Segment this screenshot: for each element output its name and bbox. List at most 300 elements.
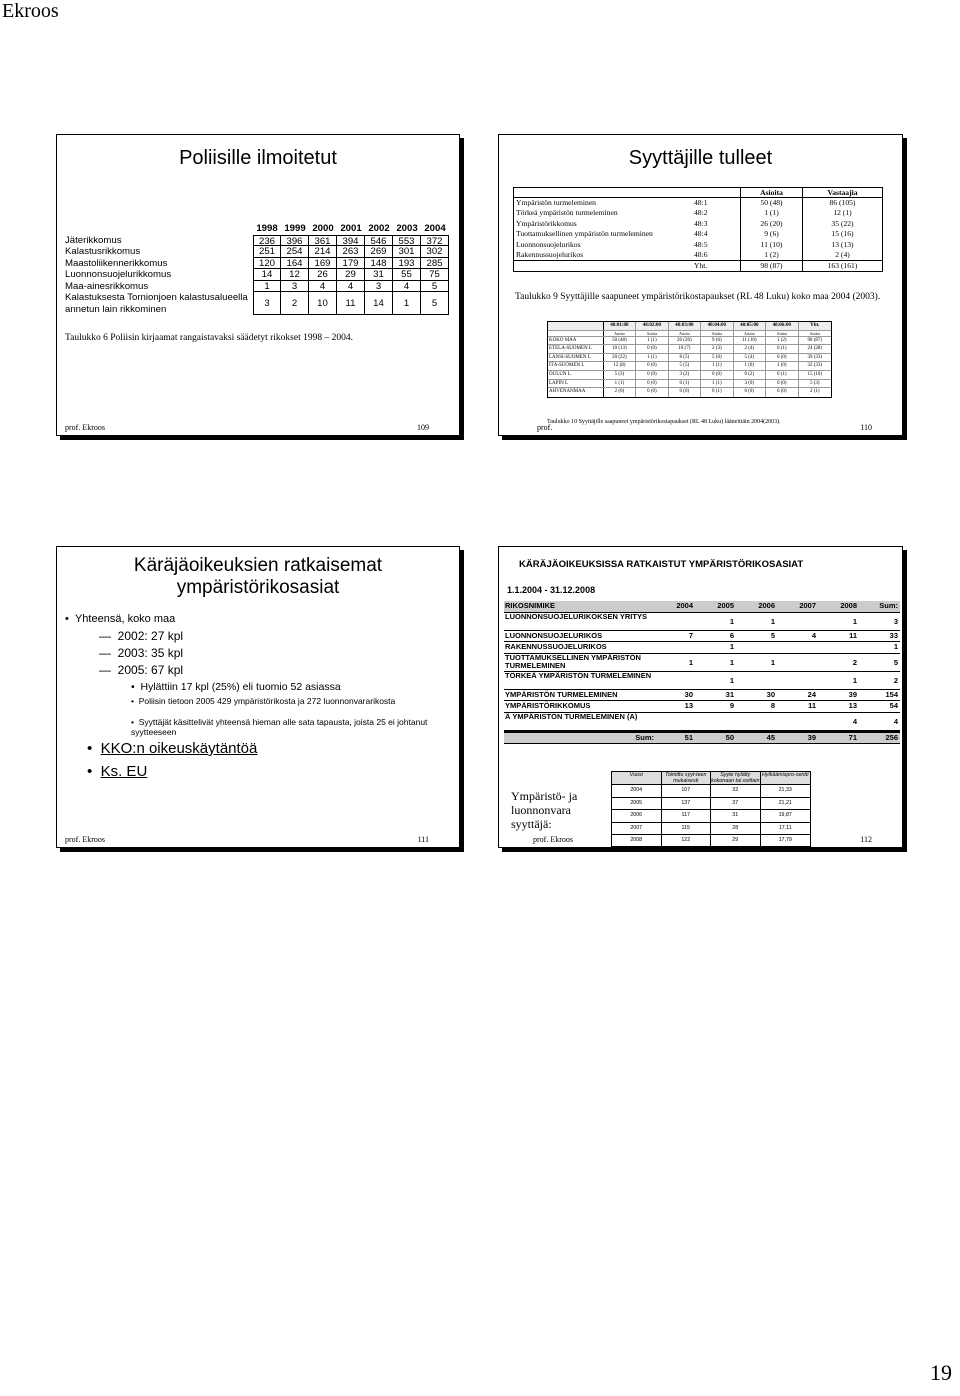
row-label: ETELÄ-SUOMEN L [548, 345, 604, 353]
table-cell: 4 [337, 281, 365, 293]
table-cell: 396 [281, 235, 309, 247]
table-row [504, 701, 900, 713]
offense-name: Ympäristön turmeleminen [516, 198, 596, 207]
table-cell [777, 642, 818, 653]
table-row [548, 371, 831, 380]
region-table [547, 321, 832, 398]
table-cell: 20 (22) [604, 354, 636, 362]
bullet-level1: • KKO:n oikeuskäytäntöä [87, 740, 258, 757]
table-cell: 8 (5) [669, 354, 701, 362]
table-row [548, 362, 831, 371]
asioita-cell: 9 (6) [740, 229, 802, 239]
table-cell: 0 (0) [766, 380, 798, 388]
asioita-cell: 1 (1) [740, 208, 802, 218]
table-cell: Asioita [604, 331, 636, 336]
table-row [548, 388, 831, 397]
table-row [514, 198, 882, 208]
vastaajia-cell: 163 (161) [802, 261, 882, 270]
table-cell: 5 (3) [604, 371, 636, 379]
table-cell [777, 672, 818, 689]
table-cell: 1 (1) [701, 362, 733, 370]
table-cell: 2004 [612, 785, 662, 796]
table-header-row [612, 772, 810, 785]
table-cell: 5 (5) [669, 362, 701, 370]
table-cell: 1 (0) [734, 362, 766, 370]
column-header: Hylkäämispro-sentti [761, 772, 811, 784]
table-cell: 0 (0) [701, 371, 733, 379]
table-cell [695, 713, 736, 730]
table-cell: 0 (0) [636, 345, 668, 353]
row-label [548, 322, 604, 330]
table-cell: 2 [281, 292, 309, 315]
table-cell: 1 [688, 657, 693, 667]
court-table [504, 601, 900, 744]
table-cell: 8 [770, 701, 775, 711]
table-cell: Yht. [810, 323, 820, 328]
table-cell: 0 (1) [766, 345, 798, 353]
table-row [65, 269, 449, 281]
table-cell: 2006 [758, 601, 775, 610]
table-cell: 19,87 [778, 812, 792, 819]
slide-number: 109 [417, 423, 429, 432]
footer-author: prof. Ekroos [65, 835, 105, 844]
footer-author: prof. [537, 423, 553, 432]
table-cell: 3 (2) [669, 371, 701, 379]
bullet-level3: • Poliisin tietoon 2005 429 ympäristörikosta ja 272 luonnonvararikosta [131, 696, 396, 706]
offense-table [65, 223, 449, 315]
vastaajia-cell: 12 (1) [802, 208, 882, 218]
table-cell: 2 (1) [809, 389, 820, 395]
table-cell: 37 [711, 798, 761, 809]
table-cell: 3 [893, 616, 898, 626]
law-section: 48:4 [694, 229, 708, 239]
table-cell: 263 [337, 246, 365, 258]
table-cell [654, 672, 695, 689]
table-cell: 14 [253, 269, 281, 281]
year-header: 2000 [309, 223, 337, 235]
vastaajia-cell: 2 (4) [802, 250, 882, 260]
table-cell: Asioita [809, 331, 820, 336]
row-cells [253, 292, 449, 315]
law-section: 48:1 [694, 198, 708, 207]
table-cell: 30 [684, 689, 693, 699]
col-asioita: Asioita [740, 188, 802, 197]
table-cell: 154 [885, 689, 898, 699]
law-section: 48:5 [694, 239, 708, 249]
row-label: OULUN L [548, 371, 604, 379]
table-cell: 0 (0) [766, 388, 798, 397]
table-cell: 1 [852, 675, 857, 685]
table-cell: 285 [421, 258, 449, 270]
table-cell [736, 672, 777, 689]
offense-name: YMPÄRISTÖRIKKOMUS [505, 701, 591, 711]
column-header: Vuosi [612, 772, 662, 784]
side-label: Ympäristö- ja luonnonvara syyttäjä: [511, 789, 578, 831]
table-cell: 0 (0) [636, 388, 668, 397]
table-cell: 9 [729, 701, 734, 711]
law-section: 48:3 [694, 218, 708, 228]
table-cell [818, 642, 859, 653]
table-row [65, 281, 449, 293]
offense-name: LUONNONSUOJELURIKOS [505, 630, 603, 640]
table-cell: 269 [365, 246, 393, 258]
table-cell: 214 [309, 246, 337, 258]
table-cell: 2 (4) [734, 345, 766, 353]
table-cell: 169 [309, 258, 337, 270]
vastaajia-cell: 13 (13) [802, 240, 882, 250]
table-cell: 26 [309, 269, 337, 281]
table-cell: 1 [729, 642, 734, 651]
table-cell: 10 (13) [604, 345, 636, 353]
table-cell: 251 [253, 246, 281, 258]
page-number: 19 [930, 1360, 952, 1385]
bullet-level1: • Yhteensä, koko maa [65, 613, 176, 625]
table-cell [777, 613, 818, 630]
table-cell: 137 [662, 798, 712, 809]
table-cell: 31 [711, 810, 761, 821]
table-row [548, 354, 831, 363]
table-cell: 26 (26) [669, 337, 701, 345]
table-cell [654, 713, 695, 730]
table-cell: 1 [770, 657, 775, 667]
table-cell: 39 [848, 689, 857, 699]
table-cell: 11 [808, 701, 816, 711]
year-header: 2002 [365, 223, 393, 235]
slide-title: KÄRÄJÄOIKEUKSISSA RATKAISTUT YMPÄRISTÖRIKOSASIAT [519, 559, 804, 570]
bullet-level3: • Syyttäjät käsittelivät yhteensä hieman alle sata tapausta, joista 25 ei johtanut syytteeseen [131, 717, 428, 737]
table-cell [777, 713, 818, 730]
table-header-row [548, 322, 831, 331]
table-cell [736, 642, 777, 653]
slide-title: Syyttäjille tulleet [628, 147, 773, 169]
table-cell: 14 [365, 292, 393, 315]
table-row [612, 823, 810, 835]
table-row [504, 642, 900, 654]
bullet-level2: — 2002: 27 kpl [99, 629, 184, 643]
table-cell: 39 [807, 732, 816, 742]
table-cell: 71 [848, 732, 857, 742]
table-row [612, 785, 810, 797]
bullet-level3: • Hylättiin 17 kpl (25%) eli tuomio 52 asiassa [131, 681, 341, 693]
table-cell: 193 [393, 258, 421, 270]
table-cell: 148 [365, 258, 393, 270]
slide-number: 110 [860, 423, 872, 432]
table-cell: 50 (48) [604, 337, 636, 345]
slide-title [57, 555, 459, 599]
table-cell: 553 [393, 235, 421, 247]
bullet-level1: • Ks. EU [87, 763, 148, 780]
slide-111 [56, 546, 460, 848]
table-cell: 54 [889, 701, 898, 711]
table-cell: 394 [337, 235, 365, 247]
table-cell: 0 (0) [734, 388, 766, 397]
table-caption: Taulukko 6 Poliisin kirjaamat rangaistavaksi säädetyt rikokset 1998 – 2004. [65, 333, 353, 343]
table-cell: 117 [662, 810, 712, 821]
table-cell: 236 [253, 235, 281, 247]
table-cell: 12 (8) [604, 362, 636, 370]
vastaajia-cell: 35 (22) [802, 219, 882, 229]
row-cells [253, 246, 449, 258]
footer-author: prof. Ekroos [533, 835, 573, 844]
table-cell: 33 [889, 630, 898, 640]
offense-name: Ympäristörikkomus [516, 218, 577, 228]
table-cell: 3 [253, 292, 281, 315]
table-cell: 2005 [717, 601, 734, 610]
table-cell: 0 (0) [636, 371, 668, 379]
asioita-cell: 50 (48) [740, 198, 802, 208]
row-label [548, 331, 604, 336]
asioita-cell: 26 (20) [740, 219, 802, 229]
table-cell: 122 [662, 835, 712, 846]
table-cell: 1 [729, 675, 734, 685]
title-line-1: Käräjäoikeuksien ratkaisemat [133, 555, 383, 576]
offense-name: RIKOSNIMIKE [505, 601, 556, 610]
table-cell: 2008 [840, 601, 857, 610]
table-total-row [504, 731, 900, 745]
table-cell: 48:05:00 [734, 322, 766, 330]
table-cell: 0 (0) [766, 354, 798, 362]
table-cell: 0 (1) [669, 380, 701, 388]
table-cell: 39 (33) [807, 354, 823, 360]
table-cell: 4 [309, 281, 337, 293]
table-cell: 5 (4) [734, 354, 766, 362]
table-cell: 5 [421, 281, 449, 293]
year-header: 2004 [421, 223, 449, 235]
table-cell: 4 [852, 716, 857, 726]
offense-name: Sum: [635, 732, 654, 742]
table-cell: 2007 [612, 823, 662, 834]
row-label: Jäterikkomus [65, 234, 122, 246]
row-label: Maastoliikennerikkomus [65, 257, 168, 269]
table-cell: 0 (1) [766, 371, 798, 379]
page-header: Ekroos [2, 0, 59, 22]
table-cell [654, 613, 695, 630]
table-cell: 10 [309, 292, 337, 315]
year-header: 1999 [281, 223, 309, 235]
table-cell: 5 (3) [809, 380, 820, 386]
table-cell: 50 [725, 732, 734, 742]
table-row [514, 229, 882, 239]
table-cell: 2 [893, 675, 898, 685]
table-row [514, 250, 882, 260]
table-cell: 3 [281, 281, 309, 293]
table-caption: Taulukko 10 Syyttäjille saapuneet ympäristörikostapaukset (RL 48 Luku) lääneittäin 2004(2003). [547, 419, 781, 425]
table-cell: 164 [281, 258, 309, 270]
table-cell: 48:04:00 [701, 322, 733, 330]
table-cell: 0 (0) [636, 362, 668, 370]
table-cell: 2 [852, 657, 857, 667]
offense-name: Luonnonsuojelurikos [516, 239, 581, 249]
table-cell: 17.11 [778, 824, 792, 831]
table-cell: 11 [337, 292, 365, 315]
table-cell: 51 [684, 732, 693, 742]
table-row [514, 208, 882, 218]
table-cell: 5 (0) [701, 354, 733, 362]
table-cell: 0 (2) [734, 371, 766, 379]
table-header-row [514, 188, 882, 198]
table-cell [736, 713, 777, 730]
row-cells [253, 258, 449, 270]
slide-109 [56, 134, 460, 436]
table-cell: 32 [711, 785, 761, 796]
year-header: 1998 [253, 223, 281, 235]
slide-number: 112 [860, 835, 872, 844]
table-cell: 1 [852, 616, 857, 626]
table-cell: 4 [893, 716, 898, 726]
table-cell: 12 [281, 269, 309, 281]
table-cell: 11 (10) [734, 337, 766, 345]
asioita-cell: 1 (2) [740, 250, 802, 260]
table-cell: 2004 [676, 601, 693, 610]
table-cell: 28 [711, 823, 761, 834]
table-cell: 4 [393, 281, 421, 293]
table-cell: 9 (6) [701, 337, 733, 345]
table-cell: 256 [885, 732, 898, 742]
col-vastaajia: Vastaajia [802, 188, 882, 197]
table-cell: 4 [811, 630, 816, 640]
table-row [65, 258, 449, 270]
table-cell: 48:01:00 [604, 322, 636, 330]
table-cell: 0 (1) [701, 388, 733, 397]
table-cell: 1 (0) [766, 362, 798, 370]
table-cell: 254 [281, 246, 309, 258]
table-cell: 21,21 [778, 799, 792, 806]
row-label: Luonnonsuojelurikkomus [65, 269, 172, 280]
slide-title: Poliisille ilmoitetut [179, 147, 337, 169]
table-caption: Taulukko 9 Syyttäjille saapuneet ympäristörikostapaukset (RL 48 Luku) koko maa 2004 (2003). [515, 292, 881, 302]
table-cell: 55 [393, 269, 421, 281]
table-cell: 1 (1) [636, 354, 668, 362]
table-cell: 1 [253, 281, 281, 293]
table-row [548, 345, 831, 354]
table-cell: 1 [393, 292, 421, 315]
year-header: 2001 [337, 223, 365, 235]
table-row [548, 380, 831, 389]
row-cells [253, 235, 449, 247]
table-cell: 29 [337, 269, 365, 281]
row-label: LAPIN L [548, 380, 604, 388]
offense-name [514, 261, 694, 270]
table-row [504, 654, 900, 672]
row-label: LÄNSI-SUOMEN L [548, 354, 604, 362]
offense-name: RAKENNUSSUOJELURIKOS [505, 642, 607, 651]
row-label: Maa-ainesrikkomus [65, 280, 149, 292]
table-cell: 1 [729, 616, 734, 626]
table-cell: 5 [893, 657, 898, 667]
table-cell: 0 (0) [636, 380, 668, 388]
table-cell: 2 (3) [701, 345, 733, 353]
table-cell: 2007 [799, 601, 816, 610]
table-row [504, 672, 900, 690]
table-cell: 48:06:00 [766, 322, 798, 330]
table-cell [654, 642, 695, 653]
table-cell: 107 [662, 785, 712, 796]
table-cell: 21,33 [778, 787, 792, 794]
table-cell: 3 [365, 281, 393, 293]
row-label: Kalastuksesta Tornionjoen kalastusalueella annetun lain rikkominen [65, 292, 248, 315]
table-cell: 10 (7) [669, 345, 701, 353]
slide-number: 111 [417, 835, 429, 844]
table-cell: 361 [309, 235, 337, 247]
row-cells [253, 281, 449, 293]
row-label: AHVENANMAA [548, 388, 604, 397]
table-header-row [65, 223, 449, 235]
table-row [65, 292, 449, 315]
table-cell [777, 654, 818, 671]
period-label: 1.1.2004 - 31.12.2008 [507, 585, 596, 595]
offense-name: Tuottamuksellinen ympäristön turmeleminen [516, 229, 653, 239]
table-cell: 5 [770, 630, 775, 640]
table-cell: 48:02:00 [636, 322, 668, 330]
table-cell: 1 [893, 642, 898, 651]
table-cell: 29 [711, 835, 761, 846]
table-cell: 31 [365, 269, 393, 281]
table-cell: 2 (0) [604, 388, 636, 397]
bullet-level2: — 2003: 35 kpl [99, 646, 184, 660]
table-cell: 75 [421, 269, 449, 281]
table-cell: 13 [848, 701, 857, 711]
offense-name: YMPÄRISTÖN TURMELEMINEN [505, 689, 618, 699]
table-cell: 31 [725, 689, 734, 699]
table-cell: 2006 [612, 810, 662, 821]
table-cell: 98 (87) [807, 337, 823, 343]
table-cell: 48:03:00 [669, 322, 701, 330]
table-cell: 7 [688, 630, 693, 640]
row-label: KOKO MAA [548, 337, 604, 345]
row-label: Kalastusrikkomus [65, 246, 141, 257]
table-cell: Asioita [701, 331, 733, 336]
table-cell: 45 [766, 732, 775, 742]
row-label: ITÄ-SUOMEN L [548, 362, 604, 370]
bullet-level2: — 2005: 67 kpl [99, 663, 184, 677]
offense-name: TUOTTAMUKSELLINEN YMPÄRISTÖN TURMELEMINEN [505, 652, 641, 671]
slide-110 [498, 134, 903, 436]
row-cells [253, 269, 449, 281]
year-header: 2003 [393, 223, 421, 235]
table-cell: 6 [729, 630, 734, 640]
slide-112 [498, 546, 903, 848]
table-cell: 120 [253, 258, 281, 270]
table-cell: 32 (33) [807, 363, 823, 369]
prosecutor-table [513, 187, 883, 272]
table-cell: Asioita [734, 331, 766, 336]
table-row [548, 337, 831, 346]
table-cell: 0 (0) [669, 388, 701, 397]
table-cell: Asioita [669, 331, 701, 336]
table-cell: 11 [849, 630, 857, 640]
table-cell: 17,79 [778, 837, 792, 844]
table-row [65, 246, 449, 258]
table-cell: 115 [662, 823, 712, 834]
table-cell: 2008 [612, 835, 662, 846]
footer-author: prof. Ekroos [65, 423, 105, 432]
table-cell: 24 [807, 689, 816, 699]
table-row [504, 713, 900, 731]
table-cell: 1 [770, 616, 775, 626]
table-cell: 13 [684, 701, 693, 711]
table-cell: 1 (1) [636, 337, 668, 345]
table-row [612, 810, 810, 822]
table-row [514, 260, 882, 270]
table-header-row [504, 601, 900, 613]
vastaajia-cell: 15 (16) [802, 229, 882, 239]
table-row [504, 613, 900, 631]
offense-name: Törkeä ympäristön turmeleminen [516, 208, 618, 218]
table-row [612, 798, 810, 810]
offense-name: Rakennussuojelurikos [516, 249, 584, 259]
table-cell: 1 (1) [701, 380, 733, 388]
table-cell: 30 [766, 689, 775, 699]
